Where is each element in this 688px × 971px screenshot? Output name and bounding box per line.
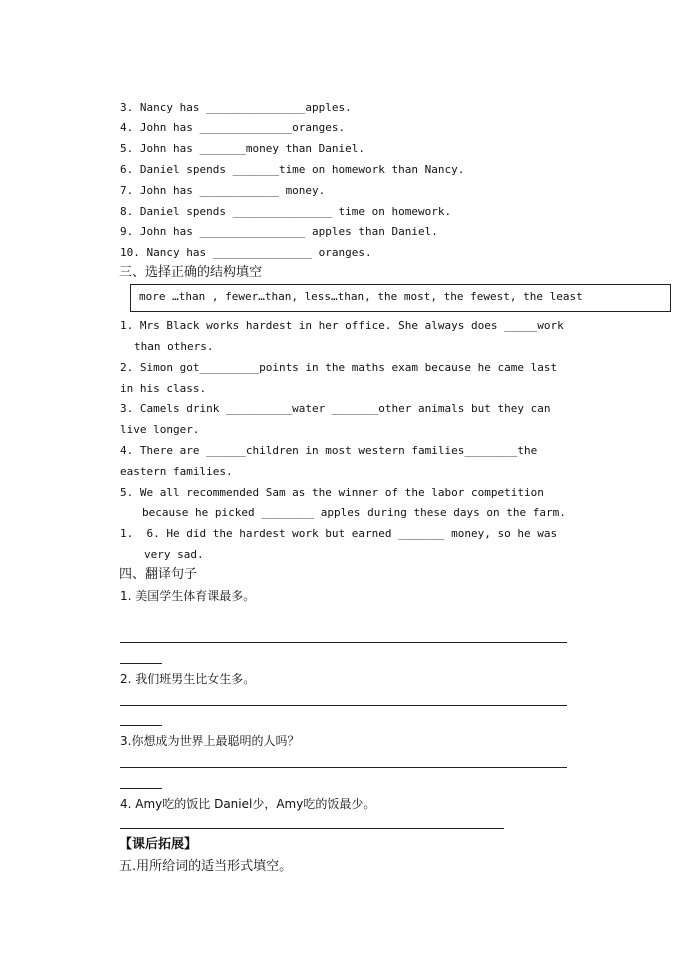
answer-line [120,663,162,664]
section-heading-3: 三、选择正确的结构填空 [119,265,263,280]
exercise-line: eastern families. [120,465,233,478]
answer-line [120,725,162,726]
translate-question-3: 3.你想成为世界上最聪明的人吗？ [120,734,300,748]
exercise-line: 2. Simon got_________points in the maths exam because he came last [120,361,558,374]
exercise-line: 10. Nancy has _______________ oranges. [120,246,372,259]
exercise-line: than others. [134,340,214,353]
exercise-line: 5. We all recommended Sam as the winner of the labor competition [120,486,544,499]
exercise-line: in his class. [120,382,207,395]
exercise-line: 8. Daniel spends _______________ time on homework. [120,205,452,218]
exercise-line: 6. Daniel spends _______time on homework than Nancy. [120,163,465,176]
options-text: more …than , fewer…than, less…than, the most, the fewest, the least [139,290,583,303]
translate-question-1: 1. 美国学生体育课最多。 [120,589,256,603]
answer-line [120,788,162,789]
options-box [130,284,671,312]
answer-line [120,767,567,768]
after-class-title: 【课后拓展】 [119,837,198,852]
answer-line [120,642,567,643]
exercise-line: 7. John has ____________ money. [120,184,326,197]
answer-line [120,828,504,829]
exercise-line: because he picked ________ apples during these days on the farm. [142,506,566,519]
exercise-line: 4. There are ______children in most western families________the [120,444,538,457]
section-heading-4: 四、翻译句子 [119,567,198,582]
exercise-line: 5. John has _______money than Daniel. [120,142,366,155]
section-heading-5: 五.用所给词的适当形式填空。 [119,859,293,874]
exercise-line: 9. John has ________________ apples than Daniel. [120,225,438,238]
exercise-line: 1. Mrs Black works hardest in her office. She always does _____work [120,319,564,332]
answer-line [120,705,567,706]
exercise-line: very sad. [144,548,204,561]
translate-question-4: 4. Amy吃的饭比 Daniel少，Amy吃的饭最少。 [120,797,376,811]
exercise-line: 4. John has ______________oranges. [120,121,346,134]
translate-question-2: 2. 我们班男生比女生多。 [120,672,256,686]
exercise-line: 3. Camels drink __________water _______other animals but they can [120,402,551,415]
exercise-line: live longer. [120,423,200,436]
exercise-line: 3. Nancy has _______________apples. [120,101,352,114]
exercise-line: 1. 6. He did the hardest work but earned _______ money, so he was [120,527,558,540]
